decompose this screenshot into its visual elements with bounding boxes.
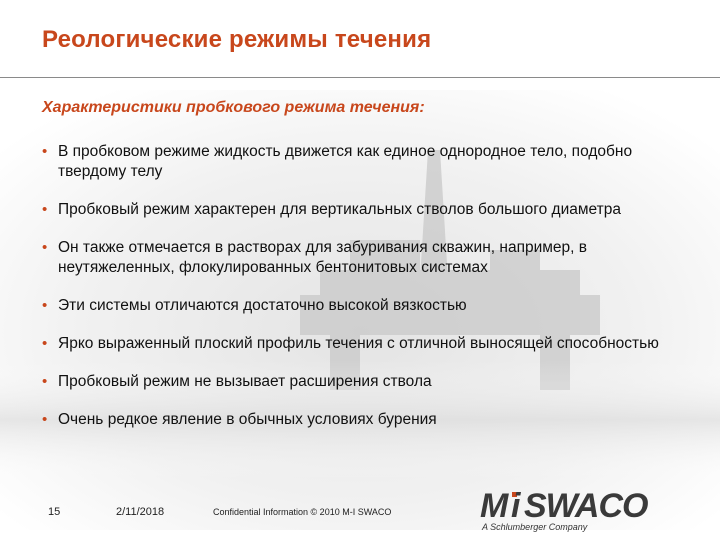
- svg-text:i: i: [511, 487, 521, 524]
- bullet-marker: •: [42, 411, 48, 428]
- bullet-item: [42, 296, 692, 316]
- title-divider: [0, 77, 720, 78]
- bullet-item: [42, 334, 692, 354]
- slide-title: Реологические режимы течения: [42, 26, 432, 53]
- mi-swaco-logo-icon: [478, 486, 718, 524]
- bullet-marker: •: [42, 143, 48, 160]
- bullet-marker: •: [42, 201, 48, 218]
- bullet-item: [42, 142, 692, 182]
- page-number: 15: [48, 506, 61, 518]
- bullet-marker: •: [42, 335, 48, 352]
- svg-text:M: M: [480, 487, 509, 524]
- bullet-item: [42, 372, 692, 392]
- bullet-text: Ярко выраженный плоский профиль течения с отличной выносящей способностью: [58, 335, 659, 352]
- bullet-marker: •: [42, 373, 48, 390]
- bullet-text: В пробковом режиме жидкость движется как единое однородное тело, подобно твердому телу: [58, 143, 633, 180]
- confidential-notice: Confidential Information © 2010 M-I SWACO: [213, 507, 392, 517]
- bullet-marker: •: [42, 239, 48, 256]
- footer-date: 2/11/2018: [116, 506, 165, 518]
- bullet-item: [42, 410, 692, 430]
- svg-text:SWACO: SWACO: [524, 487, 648, 524]
- logo-tagline: A Schlumberger Company: [482, 522, 588, 532]
- bullet-text: Пробковый режим характерен для вертикальных стволов большого диаметра: [58, 201, 621, 218]
- bullet-text: Эти системы отличаются достаточно высокой вязкостью: [58, 297, 467, 314]
- bullet-item: [42, 238, 692, 278]
- bullet-list: [42, 142, 692, 448]
- bullet-item: [42, 200, 692, 220]
- bullet-text: Очень редкое явление в обычных условиях бурения: [58, 411, 437, 428]
- bullet-text: Пробковый режим не вызывает расширения ствола: [58, 373, 432, 390]
- bullet-text: Он также отмечается в растворах для забуривания скважин, например, в неутяжеленных, флокулированных бентонитовых системах: [58, 239, 587, 276]
- bullet-marker: •: [42, 297, 48, 314]
- slide-subtitle: Характеристики пробкового режима течения:: [42, 99, 425, 116]
- mi-swaco-logo: [478, 486, 718, 540]
